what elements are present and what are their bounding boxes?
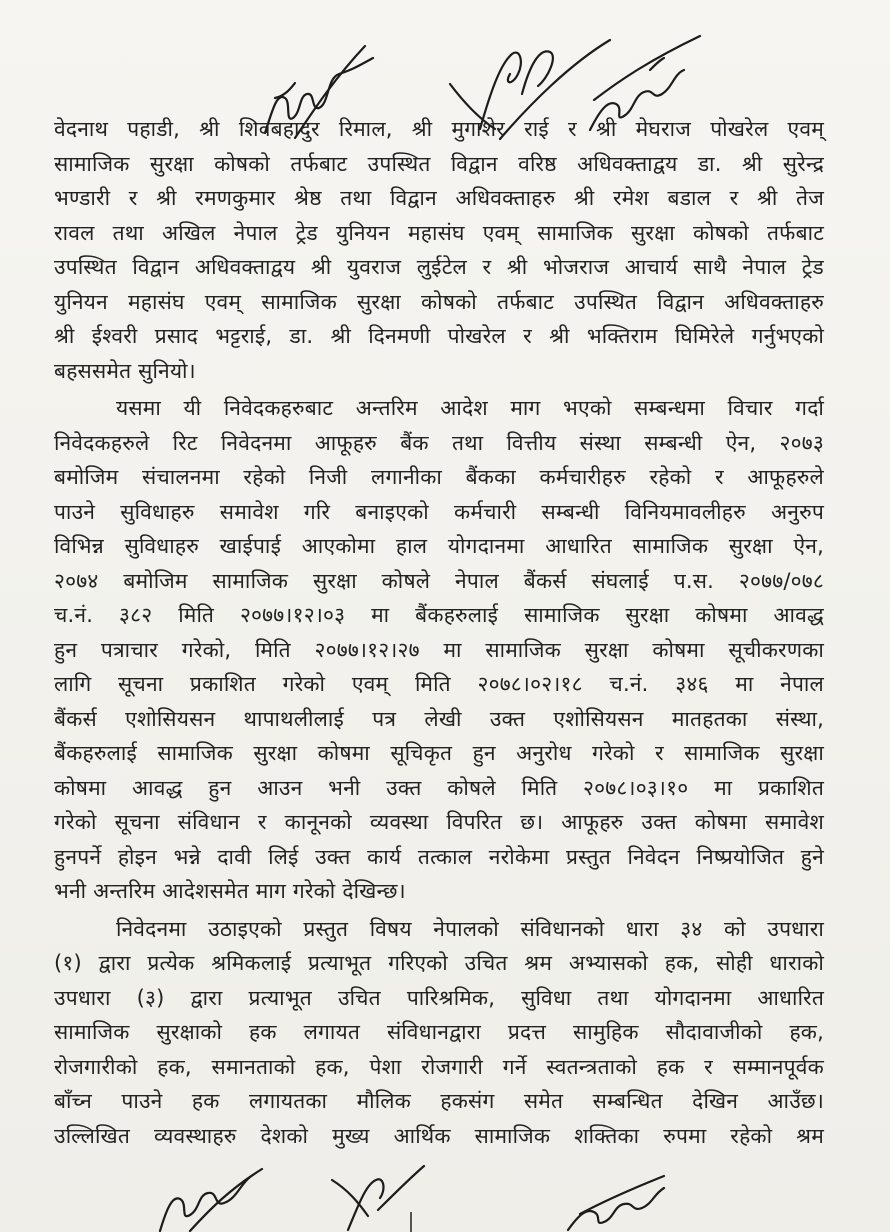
text-line: उपधारा (३) द्वारा प्रत्याभूत उचित पारिश्रमिक, सुविधा तथा योगदानमा आधारित: [54, 985, 824, 1010]
text-line: रावल तथा अखिल नेपाल ट्रेड युनियन महासंघ एवम् सामाजिक सुरक्षा कोषको तर्फबाट: [54, 220, 824, 245]
text-line: श्री ईश्वरी प्रसाद भट्टराई, डा. श्री दिनमणी पोखरेल र श्री भक्तिराम घिमिरेले गर्नुभएको: [54, 324, 824, 348]
text-line: निवेदनमा उठाइएको प्रस्तुत विषय नेपालको संविधानको धारा ३४ को उपधारा: [116, 916, 824, 941]
text-line: यसमा यी निवेदकहरुबाट अन्तरिम आदेश माग भएको सम्बन्धमा विचार गर्दा: [116, 396, 824, 420]
text-line: च.नं. ३८२ मिति २०७७।१२।०३ मा बैंकहरुलाई सामाजिक सुरक्षा कोषमा आवद्ध: [54, 603, 824, 627]
text-line: भण्डारी र श्री रमणकुमार श्रेष्ठ तथा विद्वान अधिवक्ताहरु श्री रमेश बडाल र श्री तेज: [54, 186, 824, 210]
text-line: बहससमेत सुनियो।: [54, 358, 196, 383]
text-line: विभिन्न सुविधाहरु खाईपाई आएकोमा हाल योगदानमा आधारित सामाजिक सुरक्षा ऐन,: [54, 534, 824, 558]
document-body: [54, 112, 824, 1153]
text-line: लागि सूचना प्रकाशित गरेको एवम् मिति २०७८।०२।१८ च.नं. ३४६ मा नेपाल: [54, 672, 824, 696]
text-line: बमोजिम संचालनमा रहेको निजी लगानीका बैंकका कर्मचारीहरु रहेको र आफूहरुले: [54, 465, 824, 489]
text-line: बाँच्न पाउने हक लगायतका मौलिक हकसंग समेत सम्बन्धित देखिन आउँछ।: [54, 1089, 824, 1113]
paragraph-3: [54, 912, 824, 1154]
text-line: निवेदकहरुले रिट निवेदनमा आफूहरु बैंक तथा वित्तीय संस्था सम्बन्धी ऐन, २०७३: [54, 430, 824, 455]
text-line: गरेको सूचना संविधान र कानूनको व्यवस्था विपरित छ। आफूहरु उक्त कोषमा समावेश: [54, 810, 824, 834]
text-line: बैंकहरुलाई सामाजिक सुरक्षा कोषमा सूचिकृत हुन अनुरोध गरेको र सामाजिक सुरक्षा: [54, 741, 824, 765]
text-line: पाउने सुविधाहरु समावेश गरि बनाइएको कर्मचारी सम्बन्धी विनियमावलीहरु अनुरुप: [54, 499, 824, 524]
text-line: उपस्थित विद्वान अधिवक्ताद्वय श्री युवराज लुईटेल र श्री भोजराज आचार्य साथै नेपाल ट्रेड: [54, 255, 824, 279]
text-line: हुन पत्राचार गरेको, मिति २०७७।१२।२७ मा सामाजिक सुरक्षा कोषमा सूचीकरणका: [54, 637, 824, 662]
signature-6: [560, 1172, 670, 1232]
text-line: रोजगारीको हक, समानताको हक, पेशा रोजगारी गर्ने स्वतन्त्रताको हक र सम्मानपूर्वक: [54, 1054, 824, 1079]
signature-4: [150, 1165, 270, 1232]
text-line: युनियन महासंघ एवम् सामाजिक सुरक्षा कोषको तर्फबाट उपस्थित विद्वान अधिवक्ताहरु: [54, 289, 824, 314]
text-line: सामाजिक सुरक्षा कोषको तर्फबाट उपस्थित विद्वान वरिष्ठ अधिवक्ताद्वय डा. श्री सुरेन्द्र: [54, 151, 824, 176]
text-line: हुनपर्ने होइन भन्ने दावी लिई उक्त कार्य तत्काल नरोकेमा प्रस्तुत निवेदन निष्प्रयोजित हुने: [54, 844, 824, 869]
text-line: वेदनाथ पहाडी, श्री शिवबहादुर रिमाल, श्री मुगाशेर राई र श्री मेघराज पोखरेल एवम्: [54, 117, 824, 141]
text-line: कोषमा आवद्ध हुन आउन भनी उक्त कोषले मिति २०७८।०३।१० मा प्रकाशित: [54, 775, 824, 800]
text-line: (१) द्वारा प्रत्येक श्रमिकलाई प्रत्याभूत गरिएको उचित श्रम अभ्यासको हक, सोही धाराको: [54, 951, 824, 975]
paragraph-2: [54, 391, 824, 909]
text-line: सामाजिक सुरक्षाको हक लगायत संविधानद्वारा प्रदत्त सामुहिक सौदावाजीको हक,: [54, 1020, 824, 1044]
text-line: उल्लिखित व्यवस्थाहरु देशको मुख्य आर्थिक सामाजिक शक्तिका रुपमा रहेको श्रम: [54, 1123, 824, 1148]
paragraph-1: [54, 112, 824, 388]
text-line: भनी अन्तरिम आदेशसमेत माग गरेको देखिन्छ।: [54, 879, 406, 903]
page-fold-mark: [410, 1212, 412, 1232]
text-line: बैंकर्स एशोसियसन थापाथलीलाई पत्र लेखी उक्त एशोसियसन मातहतका संस्था,: [54, 706, 824, 731]
text-line: २०७४ बमोजिम सामाजिक सुरक्षा कोषले नेपाल बैंकर्स संघलाई प.स. २०७७/०७८: [54, 568, 824, 593]
